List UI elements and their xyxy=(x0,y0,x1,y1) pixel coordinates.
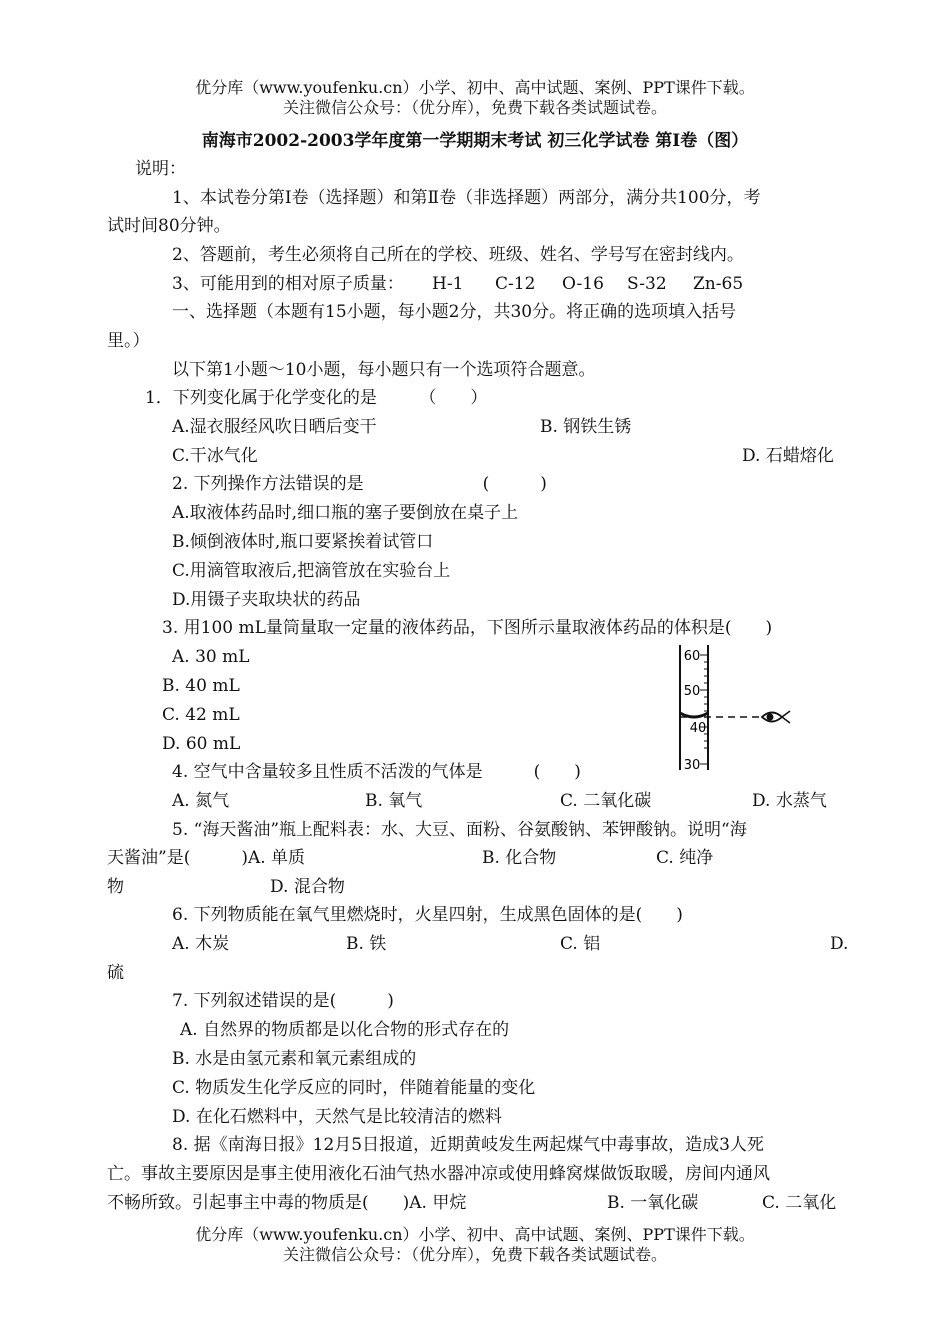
question-8-option-c: C. 二氧化 xyxy=(762,1193,837,1213)
mass-c: C-12 xyxy=(495,274,536,294)
footer-line-1: 优分库（www.youfenku.cn）小学、初中、高中试题、案例、PPT课件下载。 xyxy=(195,1225,755,1244)
question-3-option-d: D. 60 mL xyxy=(162,734,241,754)
page-title: 南海市2002-2003学年度第一学期期末考试 初三化学试卷 第Ⅰ卷（图） xyxy=(201,131,749,151)
question-7-option-d: D. 在化石燃料中，天然气是比较清洁的燃料 xyxy=(172,1107,502,1127)
question-5-option-b: B. 化合物 xyxy=(482,848,557,868)
question-1-option-a: A.湿衣服经风吹日晒后变干 xyxy=(172,417,377,437)
question-4-option-d: D. 水蒸气 xyxy=(752,791,827,811)
question-5-line-2: 天酱油”是( )A. 单质 xyxy=(107,848,306,868)
tick-label-60: 60 xyxy=(683,649,701,664)
tick-label-40: 40 xyxy=(689,721,707,736)
section-1-heading-line-2: 里。） xyxy=(107,331,150,351)
notes-label: 说明： xyxy=(135,159,186,179)
question-3-stem: 3. 用100 mL量筒量取一定量的液体药品，下图所示量取液体药品的体积是( ) xyxy=(162,618,773,638)
mass-zn: Zn-65 xyxy=(693,274,744,294)
question-7-option-b: B. 水是由氢元素和氧元素组成的 xyxy=(172,1049,417,1069)
question-8-line-1: 8. 据《南海日报》12月5日报道，近期黄岐发生两起煤气中毒事故，造成3人死 xyxy=(172,1135,764,1155)
question-7-option-a: A. 自然界的物质都是以化合物的形式存在的 xyxy=(180,1020,510,1040)
question-4-option-a: A. 氮气 xyxy=(172,791,230,811)
question-3-option-b: B. 40 mL xyxy=(162,676,240,696)
question-6-option-b: B. 铁 xyxy=(346,934,387,954)
question-8-line-2: 亡。事故主要原因是事主使用液化石油气热水器冲凉或使用蜂窝煤做饭取暖，房间内通风 xyxy=(107,1164,770,1184)
question-2-option-c: C.用滴管取液后,把滴管放在实验台上 xyxy=(172,561,451,581)
question-7-option-c: C. 物质发生化学反应的同时，伴随着能量的变化 xyxy=(172,1078,536,1098)
question-8-option-b: B. 一氧化碳 xyxy=(607,1193,699,1213)
question-5-line-1: 5. “海天酱油”瓶上配料表：水、大豆、面粉、谷氨酸钠、苯钾酸钠。说明“海 xyxy=(172,820,747,840)
note-1-line-2: 试时间80分钟。 xyxy=(107,216,231,236)
note-2: 2、答题前，考生必须将自己所在的学校、班级、姓名、学号写在密封线内。 xyxy=(172,245,744,265)
question-1-option-b: B. 钢铁生锈 xyxy=(540,417,632,437)
question-4-stem: 4. 空气中含量较多且性质不活泼的气体是 ( ) xyxy=(172,762,581,782)
question-6-stem: 6. 下列物质能在氧气里燃烧时，火星四射，生成黑色固体的是( ) xyxy=(172,905,683,925)
question-2-option-b: B.倾倒液体时,瓶口要紧挨着试管口 xyxy=(172,532,434,552)
question-1-option-d: D. 石蜡熔化 xyxy=(742,446,834,466)
question-2-option-a: A.取液体药品时,细口瓶的塞子要倒放在桌子上 xyxy=(172,503,519,523)
mass-h: H-1 xyxy=(432,274,464,294)
question-6-option-a: A. 木炭 xyxy=(172,934,230,954)
mass-o: O-16 xyxy=(562,274,604,294)
question-4-option-b: B. 氧气 xyxy=(365,791,423,811)
question-1-stem: 1．下列变化属于化学变化的是 （ ） xyxy=(145,388,488,408)
question-3-option-a: A. 30 mL xyxy=(172,647,250,667)
tick-label-30: 30 xyxy=(683,758,701,773)
question-3-option-c: C. 42 mL xyxy=(162,705,240,725)
question-2-option-d: D.用镊子夹取块状的药品 xyxy=(172,590,361,610)
question-2-stem: 2. 下列操作方法错误的是 ( ) xyxy=(172,474,547,494)
mass-s: S-32 xyxy=(627,274,667,294)
note-3-label: 3、可能用到的相对原子质量： xyxy=(172,274,404,294)
question-6-option-d-wrap: 硫 xyxy=(107,963,124,983)
question-6-option-c: C. 铝 xyxy=(560,934,601,954)
footer-line-2: 关注微信公众号：（优分库），免费下载各类试题试卷。 xyxy=(282,1245,667,1264)
question-5-option-c: C. 纯净 xyxy=(656,848,714,868)
question-8-line-3: 不畅所致。引起事主中毒的物质是( )A. 甲烷 xyxy=(107,1193,467,1213)
question-5-option-d: D. 混合物 xyxy=(270,877,345,897)
question-4-option-c: C. 二氧化碳 xyxy=(560,791,652,811)
note-1-line-1: 1、本试卷分第Ⅰ卷（选择题）和第Ⅱ卷（非选择题）两部分，满分共100分，考 xyxy=(172,188,761,208)
header-line-2: 关注微信公众号：（优分库），免费下载各类试题试卷。 xyxy=(282,98,667,117)
header-line-1: 优分库（www.youfenku.cn）小学、初中、高中试题、案例、PPT课件下载。 xyxy=(195,78,755,97)
question-7-stem: 7. 下列叙述错误的是( ) xyxy=(172,991,394,1011)
question-5-line-3: 物 xyxy=(107,877,124,897)
graduated-cylinder-figure xyxy=(640,640,800,775)
section-1-heading-line-1: 一、选择题（本题有15小题，每小题2分，共30分。将正确的选项填入括号 xyxy=(172,302,737,322)
question-1-option-c: C.干冰气化 xyxy=(172,446,258,466)
question-6-option-d: D. xyxy=(830,934,849,954)
tick-label-50: 50 xyxy=(683,684,701,699)
section-1-subheading: 以下第1小题～10小题，每小题只有一个选项符合题意。 xyxy=(172,360,596,380)
eye-icon xyxy=(762,711,790,723)
